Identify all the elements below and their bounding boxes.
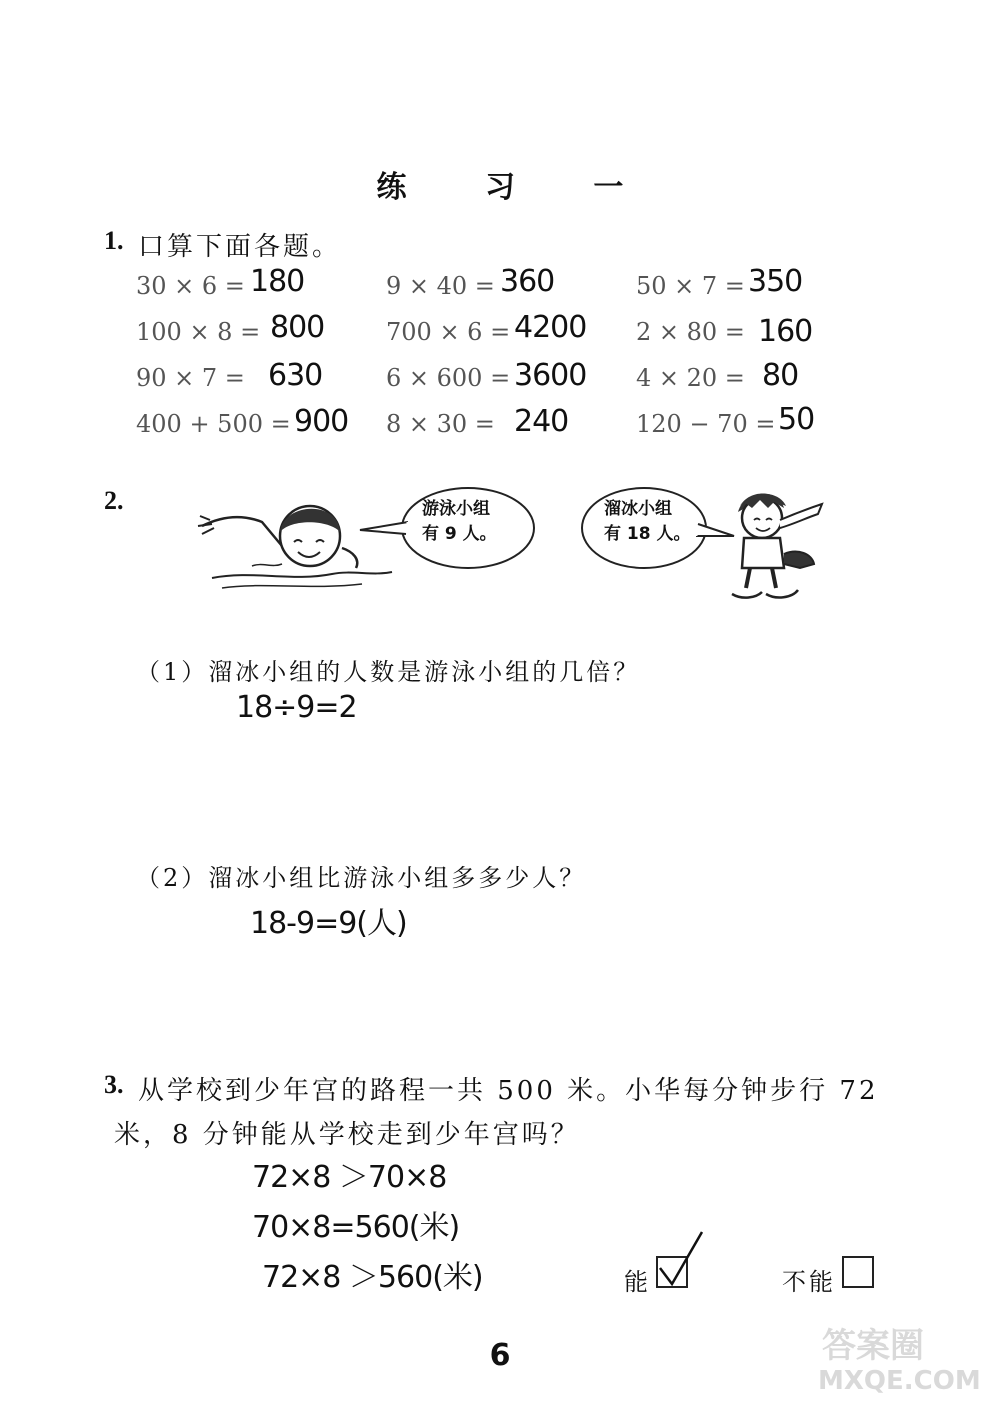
bubble-left-line1: 游泳小组 [422,499,490,519]
option-no-checkbox[interactable] [842,1256,874,1288]
bubble-right-text [604,497,691,547]
bubble-right-line1: 溜冰小组 [604,499,672,519]
page-title: 练 习 一 [376,170,658,205]
math-expression: 100 × 8 = [136,318,261,346]
page-number: 6 [489,1338,511,1373]
handwritten-answer: 3600 [514,358,587,393]
option-yes-label: 能 [624,1268,651,1296]
handwritten-answer: 800 [270,310,325,345]
math-expression: 2 × 80 = [636,318,745,346]
bubble-left-line2: 有 9 人。 [422,524,497,544]
math-expression: 6 × 600 = [386,364,511,392]
bubble-right-line2: 有 18 人。 [604,524,691,544]
question-2-sub1-answer: 18÷9=2 [236,690,357,725]
math-expression: 90 × 7 = [136,364,245,392]
watermark-url: MXQE.COM [818,1366,981,1396]
question-1-prompt: 口算下面各题。 [138,232,342,262]
handwritten-answer: 350 [748,264,803,299]
question-2-sub2: （2）溜冰小组比游泳小组多多少人？ [136,864,587,892]
math-expression: 400 + 500 = [136,410,291,438]
watermark-logo: 答案圈 [822,1326,924,1366]
question-3-work-line: 72×8 ＞560(米) [262,1260,483,1295]
math-expression: 30 × 6 = [136,272,245,300]
handwritten-answer: 180 [250,264,305,299]
handwritten-answer: 4200 [514,310,587,345]
math-expression: 50 × 7 = [636,272,745,300]
question-3-line1: 从学校到少年宫的路程一共 500 米。小华每分钟步行 72 [138,1076,879,1106]
question-2-sub1: （1）溜冰小组的人数是游泳小组的几倍？ [136,658,641,686]
math-expression: 700 × 6 = [386,318,511,346]
skater-illustration [714,484,834,608]
option-no-label: 不能 [782,1268,836,1296]
math-expression: 8 × 30 = [386,410,495,438]
math-expression: 9 × 40 = [386,272,495,300]
handwritten-answer: 360 [500,264,555,299]
question-3-line2: 米，8 分钟能从学校走到少年宫吗？ [114,1120,580,1150]
checkmark-icon [650,1228,710,1290]
question-3-work-line: 72×8 ＞70×8 [252,1160,447,1195]
math-expression: 120 − 70 = [636,410,776,438]
math-expression: 4 × 20 = [636,364,745,392]
handwritten-answer: 80 [762,358,799,393]
question-1-number: 1. [104,226,124,255]
bubble-left-text [422,497,497,547]
handwritten-answer: 50 [778,402,815,437]
question-2-number: 2. [104,486,124,515]
handwritten-answer: 240 [514,404,569,439]
handwritten-answer: 900 [294,404,349,439]
handwritten-answer: 630 [268,358,323,393]
handwritten-answer: 160 [758,314,813,349]
question-3-work-line: 70×8=560(米) [252,1210,460,1245]
question-2-sub2-answer: 18-9=9(人) [250,906,407,941]
question-3-number: 3. [104,1070,124,1099]
